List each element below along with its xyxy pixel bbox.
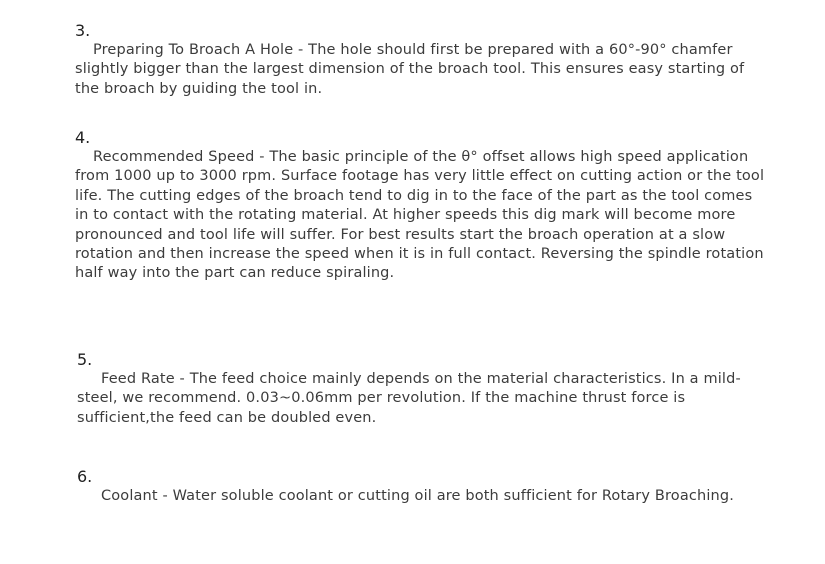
section-paragraph: [77, 370, 767, 428]
section-number: 3.: [75, 21, 91, 40]
section-paragraph: [77, 487, 767, 506]
section-text: Preparing To Broach A Hole - The hole should first be prepared with a 60°-90° chamfer slightly bigger than the largest dimension of the broach tool. This ensures easy starting of the broach by guiding the tool in.: [75, 42, 745, 97]
section-text: Recommended Speed - The basic principle of the θ° offset allows high speed application from 1000 up to 3000 rpm. Surface footage has very little effect on cutting action or the tool life. The cutting edges of the broach tend to dig in to the face of the part as the tool comes in to contact with the rotating material. At higher speeds this dig mark will become more pronounced and tool life will suffer. For best results start the broach operation at a slow rotation and then increase the speed when it is in full contact. Reversing the spindle rotation half way into the part can reduce spiraling.: [75, 149, 765, 282]
section-3: [75, 21, 765, 99]
section-6: [77, 467, 767, 506]
section-number: 6.: [77, 467, 93, 486]
section-5: [77, 350, 767, 428]
section-number: 5.: [77, 350, 93, 369]
section-text: Coolant - Water soluble coolant or cutting oil are both sufficient for Rotary Broaching.: [101, 488, 734, 504]
section-paragraph: [75, 148, 765, 284]
section-paragraph: [75, 41, 765, 99]
section-text: Feed Rate - The feed choice mainly depends on the material characteristics. In a mild-steel, we recommend. 0.03~0.06mm per revolution. If the machine thrust force is sufficient,the feed can be doubled even.: [77, 371, 741, 426]
section-number: 4.: [75, 128, 91, 147]
section-4: [75, 128, 765, 284]
